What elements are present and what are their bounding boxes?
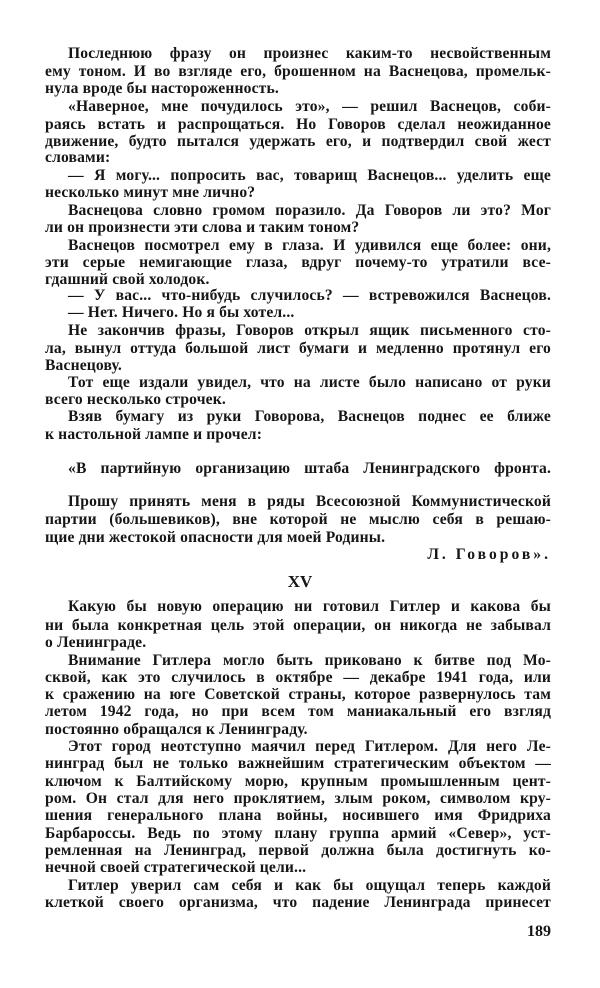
text-line: — Нет. Ничего. Но я бы хотел... [68, 304, 295, 321]
text-line: к сражению на юге Советской страны, которое развернулось там [45, 686, 551, 703]
text-line: летом 1942 года, но при всем том маниакальный его взгляд [45, 703, 551, 720]
text-line: Васнецова словно громом поразило. Да Говоров ли это? Мог [68, 202, 551, 219]
text-line: «Наверное, мне почудилось это», — решил Васнецов, соби- [68, 98, 551, 115]
text-line: шения генерального плана войны, носившего имя Фридриха [45, 807, 551, 824]
text-line: словами: [45, 149, 111, 166]
text-line: всего несколько строчек. [45, 391, 226, 408]
text-line: раясь встать и распрощаться. Но Говоров сделал неожиданное [45, 116, 551, 133]
text-line: Не закончив фразы, Говоров открыл ящик письменного сто- [68, 322, 551, 339]
text-line: «В партийную организацию штаба Ленинградского фронта. [68, 460, 551, 477]
text-line: ремленная на Ленинград, первой должна была достигнуть ко- [45, 842, 551, 859]
text-line: щие дни жестокой опасности для моей Родины. [45, 529, 386, 546]
text-line: Прошу принять меня в ряды Всесоюзной Коммунистической [68, 493, 551, 510]
chapter-heading: XV [287, 572, 313, 591]
text-line: — Я могу... попросить вас, товарищ Васнецов... уделить еще [68, 167, 551, 184]
text-line: Васнецов посмотрел ему в глаза. И удивился еще более: они, [68, 237, 551, 254]
text-line: постоянно обращался к Ленинграду. [45, 721, 308, 738]
text-line: — У вас... что-нибудь случилось? — встревожился Васнецов. [68, 287, 551, 304]
text-line: ключом к Балтийскому морю, крупным промышленным цент- [45, 773, 551, 790]
text-line: сквой, как это случилось в октябре — декабре 1941 года, или [45, 669, 551, 686]
text-line: Васнецову. [45, 357, 122, 374]
text-line: ла, вынул оттуда большой лист бумаги и медленно протянул его [45, 340, 551, 357]
text-line: о Ленинграде. [45, 634, 147, 651]
text-line: клеткой своего организма, что падение Ленинграда принесет [45, 894, 551, 911]
text-line: эти серые немигающие глаза, вдруг почему-то утратили все- [45, 254, 551, 271]
text-line: Тот еще издали увидел, что на листе было написано от руки [68, 374, 551, 391]
text-line: Последнюю фразу он произнес каким-то несвойственным [68, 45, 551, 62]
signature-line: Л. Говоров». [427, 546, 551, 563]
text-line: Этот город неотступно маячил перед Гитлером. Для него Ле- [68, 738, 551, 755]
text-line: Взяв бумагу из руки Говорова, Васнецов поднес ее ближе [68, 408, 551, 425]
text-line: к настольной лампе и прочел: [45, 426, 263, 443]
text-line: нечной своей стратегической цели... [45, 859, 307, 876]
text-line: нула вроде бы настороженность. [45, 80, 279, 97]
text-line: Барбароссы. Ведь по этому плану группа армий «Север», уст- [45, 825, 551, 842]
text-line: Гитлер уверил сам себя и как бы ощущал теперь каждой [68, 877, 551, 894]
page-number: 189 [527, 923, 551, 940]
text-line: ни была конкретная цель этой операции, он никогда не забывал [45, 617, 551, 634]
text-line: ли он произнести эти слова и таким тоном? [45, 219, 360, 236]
text-line: несколько минут мне лично? [45, 184, 256, 201]
text-line: ему тоном. И во взгляде его, брошенном на Васнецова, промельк- [45, 63, 551, 80]
text-line: Какую бы новую операцию ни готовил Гитлер и какова бы [68, 598, 551, 615]
text-line: движение, будто пытался удержать его, и подтвердил свой жест [45, 133, 551, 150]
text-line: нинград был не только важнейшим стратегическим объектом — [45, 755, 551, 772]
text-line: гдашний свой холодок. [45, 271, 210, 288]
text-line: Внимание Гитлера могло быть приковано к битве под Мо- [68, 652, 551, 669]
text-line: партии (большевиков), вне которой не мыслю себя в решаю- [45, 511, 551, 528]
text-line: ром. Он стал для него проклятием, злым роком, символом кру- [45, 790, 551, 807]
